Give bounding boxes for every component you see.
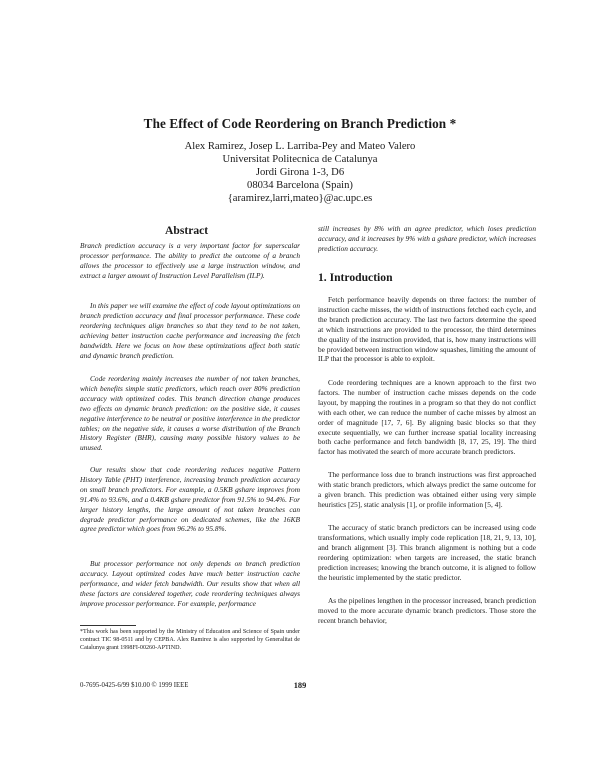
intro-paragraph: Fetch performance heavily depends on three factors: the number of instruction cache misses, the width of instructions fetched each cycle, and the branch prediction accuracy. The last two factors determine the speed at which instructions are provided to the processor, the third determines the quality of the instruction provided, that is, how many instructions will be provided between instruction window squashes, limiting the amount of ILP that the processor is able to exploit. (318, 295, 536, 364)
footnote: *This work has been supported by the Ministry of Education and Science of Spain under contract TIC 98-0511 and by CEPBA. Alex Ramirez is also supported by Generalitat de Catalunya grant 1998FI-00260-APTIND. (80, 629, 300, 652)
page-number: 189 (293, 681, 307, 690)
abstract-paragraph: Branch prediction accuracy is a very important factor for superscalar processor performance. The ability to predict the outcome of a branch allows the processor to effectively use a large instruction window, and extract a larger amount of Instruction Level Parallelism (ILP). (80, 241, 300, 280)
intro-paragraph: Code reordering techniques are a known approach to the first two factors. The number of instruction cache misses depends on the code layout, by mapping the routines in a program so that they do not conflict with each other, we can reduce the number of cache misses by almost an order of magnitude [17, 7, 6]. By aligning basic blocks so that they execute sequentially, we can further increase spatial locality increasing both cache performance and fetch bandwidth [8, 17, 25, 19]. The third factor has motivated the search of more accurate branch predictors. (318, 378, 536, 457)
page-footer: 0-7695-0425-6/99 $10.00 © 1999 IEEE (80, 682, 189, 689)
footnote-rule (80, 625, 136, 626)
abstract-continuation: still increases by 8% with an agree predictor, which loses prediction accuracy, and it increases by 9% with a gshare predictor, which increases prediction accuracy. (318, 224, 536, 253)
abstract-heading: Abstract (165, 224, 209, 237)
intro-paragraph: The performance loss due to branch instructions was first approached with static branch predictors, which always predict the same outcome for a given branch. This prediction was obtained either using very simple heuristics [25], static analysis [1], or profile information [5, 4]. (318, 470, 536, 509)
abstract-paragraph: Code reordering mainly increases the number of not taken branches, which benefits simple static predictors, which reach over 80% prediction accuracy with optimized codes. This branch direction change produces two effects on dynamic branch prediction: on the positive side, it causes negative interference to be neutral or positive interference in the predictor tables; on the negative side, it causes a worse distribution of the Branch History Register (BHR), causing many possible history values to be unused. (80, 374, 300, 453)
author-affiliation: Universitat Politecnica de Catalunya (222, 154, 378, 165)
abstract-paragraph: But processor performance not only depends on branch prediction accuracy. Layout optimized codes have much better instruction cache performance, and wider fetch bandwidth. Our results show that when all these factors are considered together, code reordering techniques always improve processor performance. For example, performance (80, 559, 300, 608)
abstract-paragraph: In this paper we will examine the effect of code layout optimizations on branch prediction accuracy and final processor performance. These code reordering techniques align branches so that they tend to be not taken, achieving better instruction cache performance and increasing the fetch bandwidth. Here we focus on how these optimizations affect both static and dynamic branch prediction. (80, 301, 300, 360)
author-block (0, 140, 600, 205)
author-email: {aramirez,larri,mateo}@ac.upc.es (227, 193, 373, 204)
author-street: Jordi Girona 1-3, D6 (255, 167, 345, 178)
intro-paragraph: As the pipelines lengthen in the processor increased, branch prediction moved to the more accurate dynamic branch predictors. Those store the recent branch behavior, (318, 596, 536, 625)
author-city: 08034 Barcelona (Spain) (247, 180, 353, 191)
abstract-paragraph: Our results show that code reordering reduces negative Pattern History Table (PHT) interference, increasing branch prediction accuracy on small branch predictors. For example, a 0.5KB gshare improves from 91.4% to 93.6%, and a 0.4KB gshare predictor from 91.5% to 94.4%. For larger history lengths, the large amount of not taken branches can degrade predictor performance on dedicated schemes, like the 16KB agree predictor which goes from 96.2% to 95.8%. (80, 465, 300, 534)
paper-title: The Effect of Code Reordering on Branch Prediction * (143, 116, 457, 131)
author-names: Alex Ramirez, Josep L. Larriba-Pey and Mateo Valero (184, 141, 416, 152)
intro-paragraph: The accuracy of static branch predictors can be increased using code transformations, which usually imply code replication [18, 21, 9, 13, 10], and branch alignment [3]. This branch alignment is nothing but a code reordering optimization: when targets are increased, the static branch prediction increases; knowing the branch outcome, it is aligned to follow the heuristic implemented by the static predictor. (318, 523, 536, 582)
introduction-heading: 1. Introduction (318, 271, 393, 284)
